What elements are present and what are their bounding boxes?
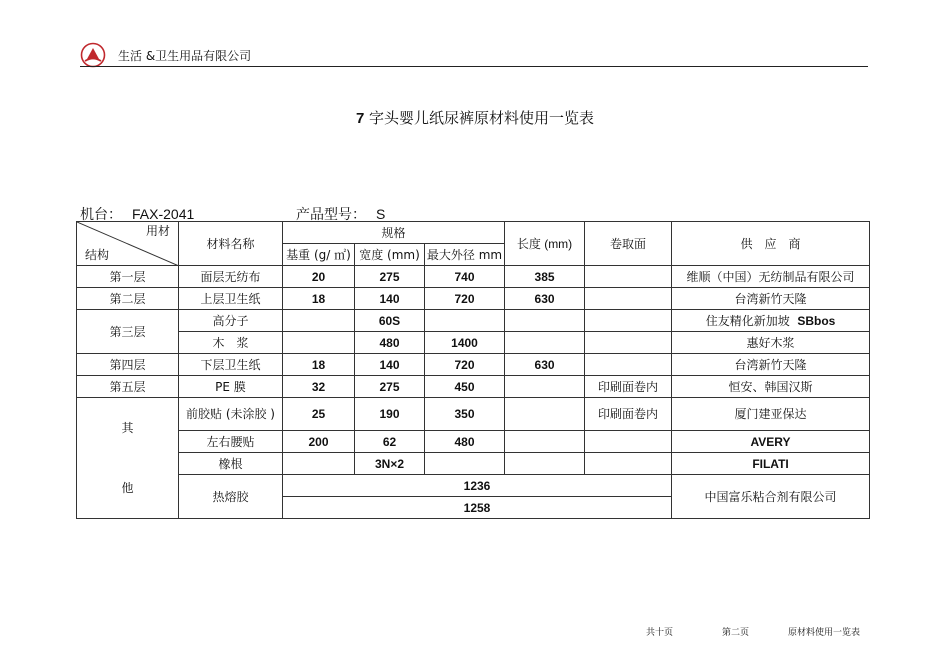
width-cell: 275 xyxy=(355,266,425,288)
basis-cell: 18 xyxy=(283,288,355,310)
title-prefix: 7 xyxy=(355,110,365,127)
table-row xyxy=(77,310,870,332)
company-name: 生活 &卫生用品有限公司 xyxy=(118,49,252,63)
material-cell: 面层无纺布 xyxy=(179,266,283,288)
material-cell: 上层卫生纸 xyxy=(179,288,283,310)
material-cell: 左右腰贴 xyxy=(179,431,283,453)
supplier-cell: FILATI xyxy=(672,453,870,475)
length-cell xyxy=(505,310,585,332)
length-cell xyxy=(505,398,585,431)
roll-cell xyxy=(585,266,672,288)
footer-page-number: 第二页 xyxy=(722,628,750,638)
header-spec: 规格 xyxy=(283,222,505,244)
hotmelt-value-b: 1258 xyxy=(283,497,672,519)
basis-cell: 20 xyxy=(283,266,355,288)
footer-doc-name: 原材料使用一览表 xyxy=(788,628,861,638)
roll-cell: 印刷面卷内 xyxy=(585,376,672,398)
header-length: 长度 (mm) xyxy=(505,222,585,266)
width-cell: 140 xyxy=(355,288,425,310)
table-row xyxy=(77,288,870,310)
machine-label: 机台： xyxy=(80,207,122,223)
document-title xyxy=(0,107,950,128)
supplier-cell xyxy=(672,310,870,332)
width-cell: 3N×2 xyxy=(355,453,425,475)
roll-cell xyxy=(585,310,672,332)
page-header xyxy=(80,42,868,68)
header-supplier: 供 应 商 xyxy=(672,222,870,266)
corner-top-label: 用材 xyxy=(145,224,170,238)
basis-cell: 32 xyxy=(283,376,355,398)
material-cell: 高分子 xyxy=(179,310,283,332)
header-material: 材料名称 xyxy=(179,222,283,266)
diameter-cell: 350 xyxy=(425,398,505,431)
layer-cell: 第三层 xyxy=(77,310,179,354)
roll-cell xyxy=(585,332,672,354)
layer-cell: 第五层 xyxy=(77,376,179,398)
supplier-cell: 维顺（中国）无纺制品有限公司 xyxy=(672,266,870,288)
header-width: 宽度 (mm) xyxy=(355,244,425,266)
table-row xyxy=(77,266,870,288)
material-cell: 橡根 xyxy=(179,453,283,475)
table-row xyxy=(77,376,870,398)
material-cell: 热熔胶 xyxy=(179,475,283,519)
material-cell: 下层卫生纸 xyxy=(179,354,283,376)
corner-header-cell xyxy=(77,222,179,266)
length-cell xyxy=(505,453,585,475)
diameter-cell xyxy=(425,453,505,475)
table-row xyxy=(77,398,870,431)
width-cell: 190 xyxy=(355,398,425,431)
length-cell: 630 xyxy=(505,288,585,310)
length-cell: 385 xyxy=(505,266,585,288)
header-rule xyxy=(80,66,868,67)
layer-cell: 第四层 xyxy=(77,354,179,376)
supplier-cell: 中国富乐粘合剂有限公司 xyxy=(672,475,870,519)
width-cell: 275 xyxy=(355,376,425,398)
diameter-cell: 740 xyxy=(425,266,505,288)
table-row xyxy=(77,431,870,453)
footer-total-pages: 共十页 xyxy=(646,628,674,638)
material-cell: 木 浆 xyxy=(179,332,283,354)
layer-cell: 第二层 xyxy=(77,288,179,310)
basis-cell xyxy=(283,453,355,475)
basis-cell xyxy=(283,332,355,354)
corner-bottom-label: 结构 xyxy=(85,248,110,262)
supplier-cell: 厦门建亚保达 xyxy=(672,398,870,431)
supplier-cell: 惠好木浆 xyxy=(672,332,870,354)
model-value: S xyxy=(376,206,386,222)
header-diameter: 最大外径 mm xyxy=(425,244,505,266)
title-text: 字头婴儿纸尿裤原材料使用一览表 xyxy=(364,109,595,127)
length-cell: 630 xyxy=(505,354,585,376)
length-cell xyxy=(505,332,585,354)
width-cell: 480 xyxy=(355,332,425,354)
basis-cell: 18 xyxy=(283,354,355,376)
table-header-row xyxy=(77,222,870,244)
roll-cell xyxy=(585,431,672,453)
basis-cell xyxy=(283,310,355,332)
supplier-cell: 恒安、韩国汉斯 xyxy=(672,376,870,398)
width-cell: 140 xyxy=(355,354,425,376)
company-logo-icon xyxy=(80,42,106,68)
layer-cell xyxy=(77,398,179,519)
supplier-cell: 台湾新竹天隆 xyxy=(672,288,870,310)
supplier-text: 住友精化新加坡 xyxy=(705,313,790,328)
diameter-cell: 450 xyxy=(425,376,505,398)
supplier-code: SBbos xyxy=(797,313,836,328)
supplier-cell: AVERY xyxy=(672,431,870,453)
table-row xyxy=(77,453,870,475)
roll-cell xyxy=(585,453,672,475)
roll-cell xyxy=(585,354,672,376)
diameter-cell: 1400 xyxy=(425,332,505,354)
model-label: 产品型号： xyxy=(296,207,366,223)
supplier-cell: 台湾新竹天隆 xyxy=(672,354,870,376)
diameter-cell xyxy=(425,310,505,332)
diameter-cell: 720 xyxy=(425,354,505,376)
layer-cell: 第一层 xyxy=(77,266,179,288)
hotmelt-value-a: 1236 xyxy=(283,475,672,497)
diameter-cell: 720 xyxy=(425,288,505,310)
table-row xyxy=(77,332,870,354)
material-cell: PE 膜 xyxy=(179,376,283,398)
basis-cell: 25 xyxy=(283,398,355,431)
table-row xyxy=(77,475,870,497)
width-cell: 60S xyxy=(355,310,425,332)
length-cell xyxy=(505,376,585,398)
length-cell xyxy=(505,431,585,453)
diameter-cell: 480 xyxy=(425,431,505,453)
basis-cell: 200 xyxy=(283,431,355,453)
material-cell: 前胶贴 (未涂胶 ) xyxy=(179,398,283,431)
roll-cell: 印刷面卷内 xyxy=(585,398,672,431)
table-row xyxy=(77,354,870,376)
width-cell: 62 xyxy=(355,431,425,453)
header-roll: 卷取面 xyxy=(585,222,672,266)
header-basis: 基重 (g/ ㎡) xyxy=(283,244,355,266)
layer-label: 其 他 xyxy=(121,421,134,495)
roll-cell xyxy=(585,288,672,310)
materials-table xyxy=(76,221,870,519)
machine-value: FAX-2041 xyxy=(132,206,195,222)
